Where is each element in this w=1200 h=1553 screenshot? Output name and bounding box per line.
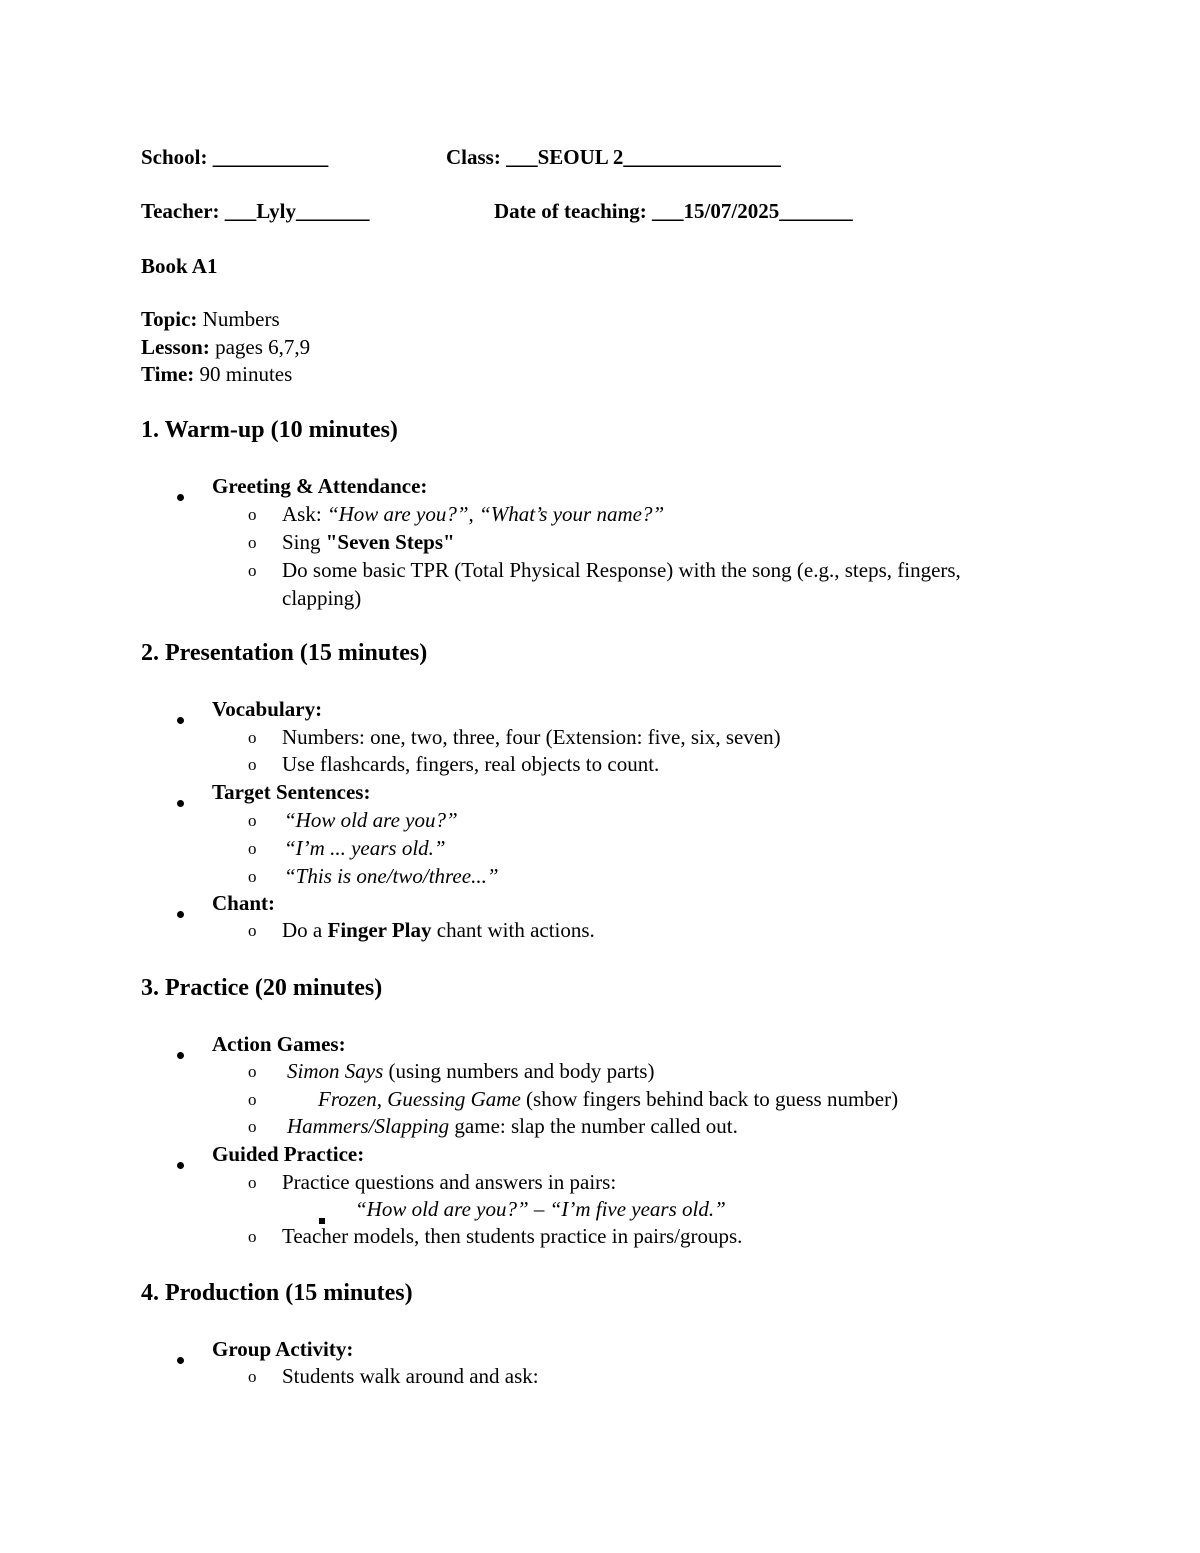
- teacher-label: Teacher:: [141, 199, 220, 223]
- guided-example: “How old are you?” – “I’m five years old.”: [355, 1197, 726, 1221]
- tpr-line-1: Do some basic TPR (Total Physical Response) with the song (e.g., steps, fingers,: [282, 558, 961, 582]
- sub-bullet-icon: o: [248, 867, 257, 886]
- section-production-heading: 4. Production (15 minutes): [141, 1280, 413, 1306]
- sing-line: [282, 528, 455, 556]
- sub-bullet-icon: o: [248, 839, 257, 858]
- sub-bullet-icon: o: [248, 533, 257, 552]
- group-activity-label: Group Activity:: [212, 1337, 354, 1361]
- chant-name: Finger Play: [327, 918, 432, 942]
- lesson-value: pages 6,7,9: [209, 335, 311, 359]
- simon-says-line: [287, 1057, 654, 1085]
- sub-bullet-icon: o: [248, 1090, 257, 1109]
- sub-bullet-icon: o: [248, 1367, 257, 1386]
- vocab-tools: Use flashcards, fingers, real objects to count.: [282, 752, 660, 776]
- action-games-label: Action Games:: [212, 1032, 346, 1056]
- date-value: ___15/07/2025_______: [652, 199, 853, 223]
- class-field: [446, 143, 781, 171]
- frozen-name: Frozen, Guessing Game: [318, 1087, 521, 1111]
- ask-line: [282, 500, 664, 528]
- topic-value: Numbers: [197, 307, 280, 331]
- sub-bullet-icon: o: [248, 1173, 257, 1192]
- class-value: ___SEOUL 2_______________: [506, 145, 781, 169]
- bullet-icon: [175, 705, 185, 730]
- ask-prefix: Ask:: [282, 502, 327, 526]
- topic-label: Topic:: [141, 307, 198, 331]
- bullet-icon: [175, 1150, 185, 1175]
- bullet-icon: [175, 1040, 185, 1065]
- chant-label: Chant:: [212, 891, 276, 915]
- hammers-line: [287, 1112, 738, 1140]
- class-label: Class:: [446, 145, 501, 169]
- ask-separator: ,: [468, 502, 480, 526]
- group-walk: Students walk around and ask:: [282, 1364, 539, 1388]
- time-value: 90 minutes: [194, 362, 293, 386]
- time-line: [141, 360, 292, 388]
- sing-prefix: Sing: [282, 530, 326, 554]
- topic-line: [141, 305, 280, 333]
- ask-question-1: “How are you?”: [326, 502, 469, 526]
- teacher-value: ___Lyly_______: [224, 199, 370, 223]
- sub-bullet-icon: o: [248, 921, 257, 940]
- frozen-line: [318, 1085, 898, 1113]
- date-label: Date of teaching:: [494, 199, 647, 223]
- school-value: ___________: [212, 145, 329, 169]
- vocab-numbers: Numbers: one, two, three, four (Extension: five, six, seven): [282, 725, 781, 749]
- chant-suffix: chant with actions.: [431, 918, 595, 942]
- bullet-icon: [175, 899, 185, 924]
- date-field: [494, 197, 853, 225]
- section-warmup-heading: 1. Warm-up (10 minutes): [141, 417, 398, 443]
- guided-practice-label: Guided Practice:: [212, 1142, 365, 1166]
- vocabulary-label: Vocabulary:: [212, 697, 323, 721]
- guided-model: Teacher models, then students practice in pairs/groups.: [282, 1224, 743, 1248]
- target-sentence-1: “How old are you?”: [284, 808, 458, 832]
- greeting-label: Greeting & Attendance:: [212, 474, 428, 498]
- simon-says-desc: (using numbers and body parts): [383, 1059, 655, 1083]
- hammers-name: Hammers/Slapping: [287, 1114, 450, 1138]
- guided-pairs: Practice questions and answers in pairs:: [282, 1170, 617, 1194]
- bullet-icon: [175, 788, 185, 813]
- sub-bullet-icon: o: [248, 561, 257, 580]
- sub-bullet-icon: o: [248, 505, 257, 524]
- hammers-desc: game: slap the number called out.: [449, 1114, 738, 1138]
- tpr-line-2: clapping): [282, 586, 362, 610]
- sub-bullet-icon: o: [248, 1227, 257, 1246]
- chant-prefix: Do a: [282, 918, 328, 942]
- sub-bullet-icon: o: [248, 1062, 257, 1081]
- simon-says-name: Simon Says: [287, 1059, 384, 1083]
- section-practice-heading: 3. Practice (20 minutes): [141, 975, 383, 1001]
- chant-line: [282, 916, 595, 944]
- target-sentences-label: Target Sentences:: [212, 780, 371, 804]
- frozen-desc: (show fingers behind back to guess number): [520, 1087, 899, 1111]
- ask-question-2: “What’s your name?”: [479, 502, 665, 526]
- song-title: "Seven Steps": [325, 530, 455, 554]
- bullet-icon: [175, 1345, 185, 1370]
- book-title: Book A1: [141, 254, 218, 278]
- time-label: Time:: [141, 362, 195, 386]
- lesson-label: Lesson:: [141, 335, 210, 359]
- sub-bullet-icon: o: [248, 728, 257, 747]
- bullet-icon: [175, 482, 185, 507]
- teacher-field: [141, 197, 369, 225]
- target-sentence-2: “I’m ... years old.”: [284, 836, 446, 860]
- school-label: School:: [141, 145, 208, 169]
- target-sentence-3: “This is one/two/three...”: [284, 864, 499, 888]
- school-field: [141, 143, 328, 171]
- section-presentation-heading: 2. Presentation (15 minutes): [141, 640, 428, 666]
- lesson-line: [141, 333, 310, 361]
- sub-bullet-icon: o: [248, 1117, 257, 1136]
- sub-bullet-icon: o: [248, 811, 257, 830]
- sub-bullet-icon: o: [248, 755, 257, 774]
